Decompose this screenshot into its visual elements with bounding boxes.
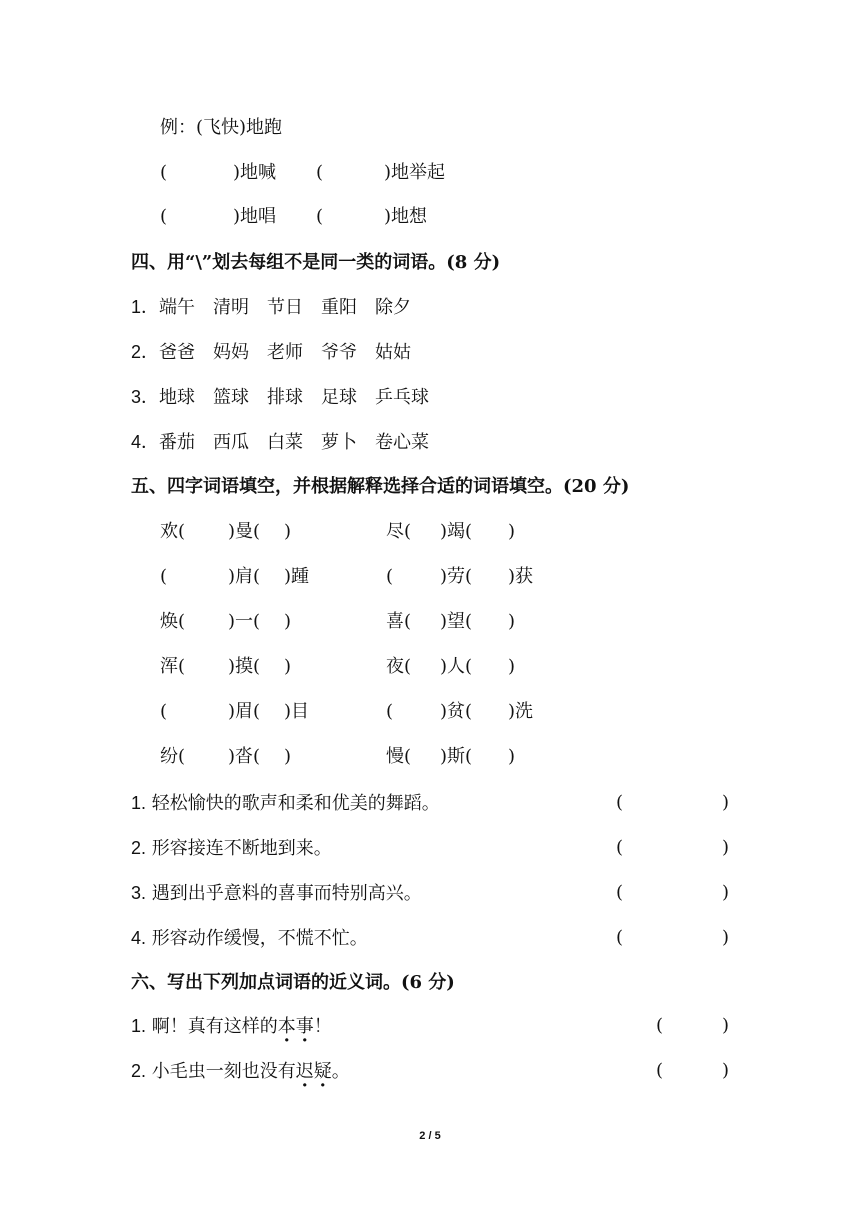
question-number: 3. [131,883,147,903]
question-number: 2. [131,838,147,858]
question-row [131,837,332,860]
idiom-fragment: ) [508,746,516,767]
idiom-fragment: 焕( [160,611,186,632]
list-item [131,386,429,409]
list-item [131,296,411,319]
answer-open: ( [656,1015,664,1036]
question-row [131,1060,350,1083]
item-words: 端午 清明 节日 重阳 除夕 [159,297,412,318]
idiom-fragment: )沓( [228,746,261,767]
idiom-fragment: )目 [284,701,310,722]
item-words: 地球 篮球 排球 足球 乒乓球 [159,387,430,408]
question-text: 啊！真有这样的 [151,1016,278,1037]
idiom-fragment: 慢( [386,746,412,767]
idiom-fragment: )洗 [508,701,534,722]
idiom-fragment: ) [508,656,516,677]
answer-open: ( [616,837,624,858]
answer-open: ( [616,792,624,813]
idiom-fragment: )摸( [228,656,261,677]
question-end: ！ [313,1016,332,1037]
idiom-fragment: ( [160,566,168,587]
dotted-char: 迟 [295,1061,314,1082]
idiom-fragment: 欢( [160,521,186,542]
question-end: 。 [331,1061,350,1082]
answer-close: ) [722,1015,730,1036]
question-number: 4. [131,928,147,948]
idiom-fragment: 尽( [386,521,412,542]
item-number: 3． [131,387,160,407]
section-4-title: 四、用“\”划去每组不是同一类的词语。(8 分) [131,252,501,273]
idiom-fragment: )人( [440,656,473,677]
question-text: 小毛虫一刻也没有 [151,1061,296,1082]
idiom-fragment: )曼( [228,521,261,542]
section-6-title: 六、写出下列加点词语的近义词。(6 分) [131,972,455,993]
blank-close: )地想 [384,206,428,227]
question-text: 轻松愉快的歌声和柔和优美的舞蹈。 [151,793,440,814]
question-number: 1. [131,793,147,813]
blank-open: ( [160,162,168,183]
idiom-fragment: ( [386,701,394,722]
idiom-fragment: )一( [228,611,261,632]
question-text: 遇到出乎意料的喜事而特别高兴。 [151,883,422,904]
dotted-char: 疑 [313,1061,332,1082]
question-row [131,792,440,815]
question-text: 形容动作缓慢，不慌不忙。 [151,928,368,949]
idiom-fragment: )贫( [440,701,473,722]
question-text: 形容接连不断地到来。 [151,838,332,859]
idiom-fragment: ) [284,521,292,542]
question-row [131,882,422,905]
idiom-fragment: )眉( [228,701,261,722]
idiom-fragment: ) [508,611,516,632]
item-number: 4． [131,432,160,452]
question-row [131,927,368,950]
dotted-char: 事 [295,1016,314,1037]
blank-open: ( [160,206,168,227]
answer-close: ) [722,927,730,948]
answer-close: ) [722,1060,730,1081]
idiom-fragment: ) [284,746,292,767]
page-number: 2 / 5 [419,1130,441,1142]
idiom-fragment: )竭( [440,521,473,542]
answer-open: ( [616,927,624,948]
dotted-char: 本 [277,1016,296,1037]
idiom-fragment: )望( [440,611,473,632]
item-number: 2． [131,342,160,362]
idiom-fragment: 夜( [386,656,412,677]
idiom-fragment: ) [284,656,292,677]
answer-open: ( [656,1060,664,1081]
idiom-fragment: ( [160,701,168,722]
question-number: 1. [131,1016,147,1036]
blank-close: )地举起 [384,162,446,183]
question-row [131,1015,332,1038]
question-number: 2. [131,1061,147,1081]
idiom-fragment: 纷( [160,746,186,767]
idiom-fragment: ) [508,521,516,542]
example-line: 例：(飞快)地跑 [160,117,283,138]
answer-close: ) [722,882,730,903]
idiom-fragment: )肩( [228,566,261,587]
blank-open: ( [316,206,324,227]
idiom-fragment: )踵 [284,566,310,587]
blank-close: )地喊 [233,162,277,183]
idiom-fragment: ) [284,611,292,632]
blank-close: )地唱 [233,206,277,227]
item-words: 爸爸 妈妈 老师 爷爷 姑姑 [159,342,412,363]
idiom-fragment: 浑( [160,656,186,677]
list-item [131,341,411,364]
answer-open: ( [616,882,624,903]
idiom-fragment: )获 [508,566,534,587]
list-item [131,431,429,454]
answer-close: ) [722,792,730,813]
idiom-fragment: 喜( [386,611,412,632]
section-5-title: 五、四字词语填空，并根据解释选择合适的词语填空。(20 分) [131,476,630,497]
item-words: 番茄 西瓜 白菜 萝卜 卷心菜 [159,432,430,453]
blank-open: ( [316,162,324,183]
idiom-fragment: )劳( [440,566,473,587]
item-number: 1． [131,297,160,317]
answer-close: ) [722,837,730,858]
idiom-fragment: )斯( [440,746,473,767]
idiom-fragment: ( [386,566,394,587]
